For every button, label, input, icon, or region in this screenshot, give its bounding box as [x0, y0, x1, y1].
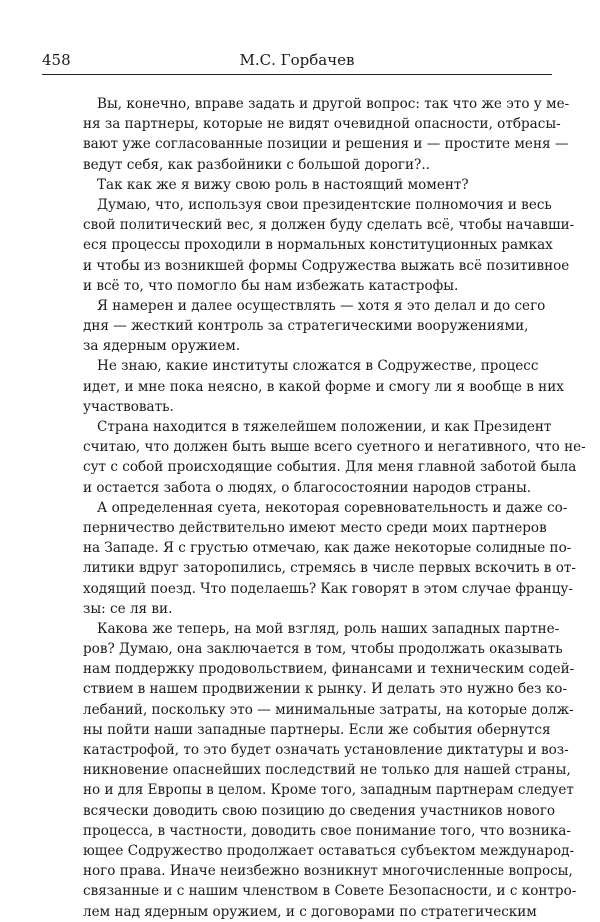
- paragraph: [83, 356, 564, 417]
- text-line: катастрофой, то это будет означать установление диктатуры и воз-: [83, 742, 569, 758]
- paragraph: [83, 94, 570, 175]
- page-number: 458: [42, 51, 71, 69]
- text-line: Думаю, что, используя свои президентские полномочия и весь: [97, 196, 552, 213]
- text-line: нам поддержку продовольствием, финансами и техническим содей-: [83, 661, 575, 678]
- text-line: ющее Содружество продолжает оставаться субъектом международ-: [83, 842, 575, 859]
- text-line: зы: се ля ви.: [83, 600, 173, 617]
- text-line: еся процессы проходили в нормальных конституционных рамках: [83, 237, 553, 254]
- text-line: связанные и с нашим членством в Совете Безопасности, и с контро-: [83, 883, 577, 900]
- text-line: А определенная суета, некоторая соревновательность и даже со-: [97, 499, 568, 516]
- page-header: [42, 50, 552, 75]
- text-line: свой политический вес, я должен буду сделать всё, чтобы начавши-: [83, 217, 575, 234]
- text-line: Я намерен и далее осуществлять — хотя я это делал и до сего: [97, 297, 546, 314]
- text-line: никновение опаснейших последствий не только для нашей страны,: [83, 762, 571, 779]
- text-line: Вы, конечно, вправе задать и другой вопрос: так что же это у ме-: [97, 96, 570, 112]
- running-head: М.С. Горбачев: [239, 51, 355, 69]
- text-line: ведут себя, как разбойники с большой дороги?..: [83, 156, 430, 173]
- text-line: вают уже согласованные позиции и решения и — простите меня —: [83, 136, 569, 153]
- text-line: лебаний, поскольку это — минимальные затраты, на которые долж-: [83, 701, 574, 718]
- text-line: ходящий поезд. Что поделаешь? Как говорят в этом случае францу-: [83, 580, 573, 597]
- text-line: участвовать.: [83, 398, 174, 415]
- paragraph: [83, 498, 576, 619]
- text-line: ствием в нашем продвижении к рынку. И делать это нужно без ко-: [83, 681, 568, 698]
- text-line: на Западе. Я с грустью отмечаю, как даже некоторые солидные по-: [83, 540, 572, 557]
- text-line: и чтобы из возникшей формы Содружества выжать всё позитивное: [83, 257, 570, 274]
- text-line: литики вдруг заторопились, стремясь в числе первых вскочить в от-: [83, 560, 576, 577]
- text-line: ров? Думаю, она заключается в том, чтобы продолжать оказывать: [83, 641, 563, 658]
- paragraph: [83, 417, 586, 498]
- text-line: считаю, что должен быть выше всего суетного и негативного, что не-: [83, 439, 586, 456]
- paragraph: [83, 619, 577, 922]
- paragraph: [83, 296, 546, 357]
- text-line: но и для Европы в целом. Кроме того, западным партнерам следует: [83, 782, 574, 799]
- text-line: лем над ядерным оружием, и с договорами по стратегическим: [83, 903, 537, 920]
- text-line: перничество действительно имеют место среди моих партнеров: [83, 519, 547, 536]
- paragraph: [83, 195, 575, 296]
- text-line: ного права. Иначе неизбежно возникнут многочисленные вопросы,: [83, 863, 573, 880]
- text-line: Страна находится в тяжелейшем положении, и как Президент: [97, 419, 552, 435]
- text-line: ня за партнеры, которые не видят очевидной опасности, отбрасы-: [83, 116, 561, 133]
- text-line: Не знаю, какие институты сложатся в Содружестве, процесс: [97, 358, 539, 375]
- text-line: сут с собой происходящие события. Для меня главной заботой была: [83, 459, 577, 476]
- body-text: [83, 94, 586, 922]
- text-line: Какова же теперь, на мой взгляд, роль наших западных партне-: [97, 620, 560, 637]
- text-line: и всё то, что помогло бы нам избежать катастрофы.: [83, 277, 459, 294]
- text-line: всячески доводить свою позицию до сведения участников нового: [83, 802, 556, 819]
- text-line: ны пойти наши западные партнеры. Если же события обернутся: [83, 721, 551, 738]
- text-line: за ядерным оружием.: [83, 338, 241, 355]
- text-line: идет, и мне пока неясно, в какой форме и смогу ли я вообще в них: [83, 378, 564, 395]
- text-line: Так как же я вижу свою роль в настоящий момент?: [97, 176, 469, 193]
- text-line: дня — жесткий контроль за стратегическими вооружениями,: [83, 318, 529, 335]
- paragraph: [83, 175, 527, 195]
- text-line: процесса, в частности, доводить свое понимание того, что возника-: [83, 822, 571, 839]
- text-line: и остается забота о людях, о благосостоянии народов страны.: [83, 479, 532, 496]
